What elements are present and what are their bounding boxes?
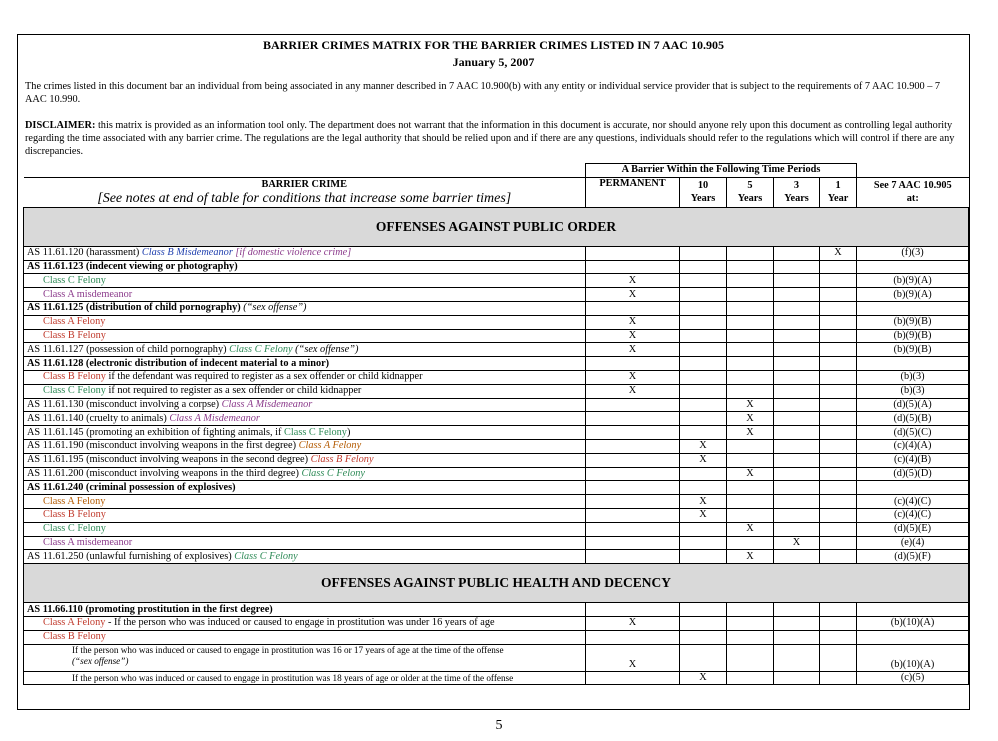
regulation-ref: (b)(9)(B) [857,329,969,343]
regulation-ref: (c)(4)(C) [857,508,969,522]
table-row [24,522,969,536]
regulation-ref: (b)(10)(A) [857,616,969,630]
header-blank [24,164,586,178]
table-row [24,301,969,315]
barrier-crime-header [24,177,586,207]
crime-text: AS 11.61.120 (harassment) [27,247,142,259]
barrier-mark: X [586,616,680,630]
table-row [24,343,969,357]
table-row [24,274,969,288]
barrier-mark: X [727,398,774,412]
crime-text: AS 11.61.125 (distribution of child pornography) [27,302,244,314]
crime-cell [24,550,586,564]
barrier-mark: X [727,522,774,536]
crime-class: Class A misdemeanor [24,536,586,550]
regulation-ref: (d)(5)(E) [857,522,969,536]
barrier-mark: X [586,384,680,398]
crime-class: Class C Felony [24,522,586,536]
barrier-mark: X [727,412,774,426]
table-row [24,246,969,260]
table-row [24,412,969,426]
barrier-mark: X [586,343,680,357]
regulation-ref: (d)(5)(F) [857,550,969,564]
years-label: Years [784,193,809,205]
crime-condition: If the person who was induced or caused to engage in prostitution was 16 or 17 years of age at the time of the offense [72,644,504,655]
regulation-ref: (f)(3) [857,246,969,260]
five-label: 5 [747,180,753,192]
crime-class: Class B Felony [43,371,106,383]
ten-label: 10 [697,180,709,192]
table-row [24,315,969,329]
table-row [24,260,969,274]
crime-class: Class B Felony [310,454,374,466]
crime-class: Class C Felony [24,274,586,288]
table-row [24,288,969,302]
crime-cell [24,246,586,260]
crime-text: AS 11.61.190 (misconduct involving weapons in the first degree) [27,440,299,452]
crime-heading: AS 11.61.128 (electronic distribution of indecent material to a minor) [24,357,586,371]
table-note: [See notes at end of table for conditions that increase some barrier times] [97,190,512,206]
regulation-ref: (b)(3) [857,384,969,398]
crime-heading [24,301,586,315]
crime-class: Class B Felony [24,329,586,343]
regulation-ref: (d)(5)(C) [857,426,969,440]
crime-cell [24,412,586,426]
barrier-mark: X [820,246,857,260]
barrier-mark: X [586,288,680,302]
crime-condition: [if domestic violence crime] [232,247,352,259]
document-title: BARRIER CRIMES MATRIX FOR THE BARRIER CRIMES LISTED IN 7 AAC 10.905 [263,38,724,52]
table-row [24,495,969,509]
table-row [24,384,969,398]
crime-cell [24,384,586,398]
barrier-mark: X [727,550,774,564]
year-label: Year [827,193,849,205]
permanent-header: PERMANENT [586,177,680,207]
barrier-mark: X [586,644,680,671]
five-years-header [727,177,774,207]
barrier-mark: X [727,426,774,440]
crime-class: Class C Felony [284,426,347,438]
crime-cell [24,644,586,671]
years-label: Years [690,193,716,205]
crime-class: Class C Felony [43,385,106,397]
barrier-crime-label: BARRIER CRIME [261,178,348,190]
crime-class: Class A Felony [24,315,586,329]
table-row [24,550,969,564]
crime-class: Class B Felony [24,630,586,644]
header-blank-right [857,164,969,178]
see-label: See 7 AAC 10.905 [873,180,952,192]
crime-class: Class B Misdemeanor [141,247,233,259]
table-row [24,398,969,412]
crime-text: AS 11.61.127 (possession of child pornography) [27,343,230,355]
crime-text: AS 11.61.130 (misconduct involving a corpse) [27,398,222,410]
regulation-ref: (b)(10)(A) [857,644,969,671]
crime-cell [24,426,586,440]
crime-class: Class A Felony [298,440,362,452]
barrier-mark: X [727,467,774,481]
regulation-ref: (b)(9)(A) [857,274,969,288]
regulation-ref: (c)(4)(B) [857,453,969,467]
document-date: January 5, 2007 [452,55,535,69]
crime-condition: (“sex offense”) [292,343,359,355]
crime-class: Class C Felony [234,550,298,562]
barrier-crimes-table [23,163,969,685]
regulation-ref: (b)(9)(B) [857,343,969,357]
table-row [24,630,969,644]
table-row [24,644,969,671]
ten-years-header [680,177,727,207]
intro-paragraph: The crimes listed in this document bar an individual from being associated in any manner described in 7 AAC 10.900(b) with any entity or individual service provider that is subject to the requirements of 7 AAC 10.900 – 7 AAC 10.990. [25,81,941,105]
crime-text: AS 11.61.200 (misconduct involving weapons in the third degree) [27,467,302,479]
crime-cell [24,453,586,467]
crime-text: AS 11.61.195 (misconduct involving weapons in the second degree) [27,454,311,466]
crime-cell [24,439,586,453]
see-regulation-header [857,177,969,207]
years-label: Years [737,193,763,205]
three-years-header [774,177,820,207]
crime-text-end: ) [346,426,351,438]
at-label: at: [906,193,919,205]
crime-cell [24,616,586,630]
crime-heading: AS 11.61.123 (indecent viewing or photography) [24,260,586,274]
crime-class: Class A Misdemeanor [169,412,260,424]
crime-cell [24,467,586,481]
crime-class: Class A Felony [24,495,586,509]
table-row [24,481,969,495]
disclaimer-paragraph [25,119,961,158]
crime-text: AS 11.61.250 (unlawful furnishing of explosives) [27,550,235,562]
crime-heading: AS 11.61.240 (criminal possession of explosives) [24,481,586,495]
table-row [24,453,969,467]
crime-text: AS 11.61.140 (cruelty to animals) [27,412,170,424]
crime-class: Class C Felony [229,343,293,355]
page-number: 5 [495,718,503,733]
table-row [24,671,969,685]
crime-cell [24,398,586,412]
regulation-ref: (d)(5)(A) [857,398,969,412]
regulation-ref: (c)(5) [857,671,969,685]
barrier-mark: X [586,370,680,384]
disclaimer-label: DISCLAIMER: [25,120,96,131]
barrier-mark: X [680,671,727,685]
barrier-mark: X [774,536,820,550]
barrier-mark: X [680,495,727,509]
table-row [24,616,969,630]
barrier-mark: X [586,274,680,288]
crime-condition: if not required to register as a sex offender or child kidnapper [105,385,362,397]
section-public-health: OFFENSES AGAINST PUBLIC HEALTH AND DECENCY [24,564,969,603]
barrier-mark: X [586,315,680,329]
crime-text: AS 11.61.145 (promoting an exhibition of fighting animals, if [27,426,285,438]
crime-condition: If the person who was induced or caused to engage in prostitution was 18 years of age or older at the time of the offense [24,671,586,685]
barrier-mark: X [680,508,727,522]
barrier-mark: X [680,439,727,453]
table-row [24,603,969,617]
barrier-mark: X [680,453,727,467]
regulation-ref: (c)(4)(C) [857,495,969,509]
regulation-ref: (d)(5)(B) [857,412,969,426]
crime-class: Class A misdemeanor [24,288,586,302]
time-periods-header: A Barrier Within the Following Time Periods [586,164,857,178]
one-year-header [820,177,857,207]
table-row [24,467,969,481]
disclaimer-text: this matrix is provided as an information tool only. The department does not warrant that the information in this document is accurate, nor should anyone rely upon this document as controlling legal authority regarding the time associated with any barrier crime. The regulations are the legal authority that should be relied upon and if there are any questions, individuals should refer to the regulations which will control if there are any discrepancies. [25,120,955,157]
crime-cell [24,370,586,384]
crime-class: Class A Felony [43,617,106,629]
document-page-frame [17,34,970,710]
table-row [24,370,969,384]
crime-condition-note: (“sex offense”) [72,655,129,666]
regulation-ref: (b)(9)(B) [857,315,969,329]
crime-cell [24,343,586,357]
table-row [24,329,969,343]
crime-condition: - If the person who was induced or caused to engage in prostitution was under 16 years of age [105,617,495,629]
table-row [24,357,969,371]
section-public-order: OFFENSES AGAINST PUBLIC ORDER [24,207,969,246]
one-label: 1 [835,180,841,192]
three-label: 3 [793,180,800,192]
table-row [24,426,969,440]
crime-condition: (“sex offense”) [243,302,307,314]
table-row [24,508,969,522]
barrier-mark: X [586,329,680,343]
crime-class: Class A Misdemeanor [221,398,313,410]
crime-heading: AS 11.66.110 (promoting prostitution in the first degree) [24,603,586,617]
crime-class: Class C Felony [301,467,365,479]
table-row [24,536,969,550]
regulation-ref: (b)(3) [857,370,969,384]
regulation-ref: (c)(4)(A) [857,439,969,453]
crime-condition: if the defendant was required to register as a sex offender or child kidnapper [105,371,423,383]
regulation-ref: (b)(9)(A) [857,288,969,302]
crime-class: Class B Felony [24,508,586,522]
regulation-ref: (e)(4) [857,536,969,550]
regulation-ref: (d)(5)(D) [857,467,969,481]
table-row [24,439,969,453]
